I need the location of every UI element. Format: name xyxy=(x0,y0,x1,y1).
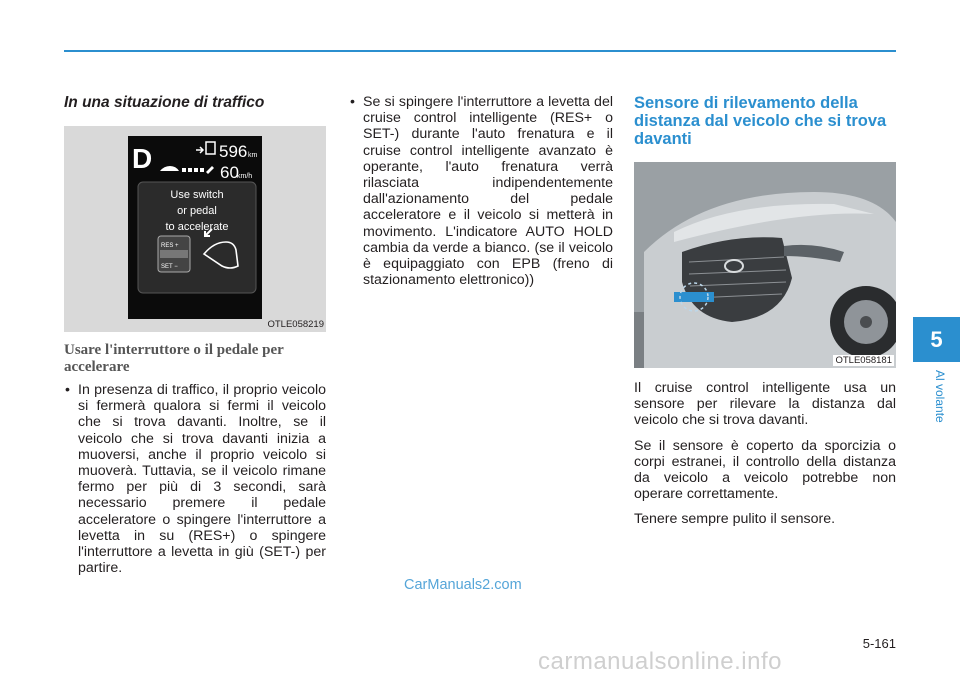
range-unit: km xyxy=(248,152,258,159)
speed-unit: km/h xyxy=(237,173,253,180)
footer-watermark: carmanualsonline.info xyxy=(538,648,782,675)
top-rule xyxy=(64,50,896,52)
column-middle xyxy=(349,94,613,288)
res-switch-label: RES + xyxy=(161,243,179,249)
set-switch-label: SET − xyxy=(161,264,178,270)
cluster-message-line1: Use switch xyxy=(170,189,224,201)
figure-code: OTLE058181 xyxy=(835,355,892,366)
cluster-figure xyxy=(64,126,326,332)
watermark-link[interactable]: CarManuals2.com xyxy=(404,577,522,593)
column-left xyxy=(64,94,326,576)
gear-indicator: D xyxy=(132,143,153,174)
section-subheading: In una situazione di traffico xyxy=(64,94,265,111)
cluster-message-line2: or pedal xyxy=(177,205,217,217)
car-sensor-figure xyxy=(634,162,896,368)
page-number: 5-161 xyxy=(862,636,896,651)
cluster-message-line3: to accelerate xyxy=(165,221,229,233)
paragraph-sensor-dirt: Se il sensore è coperto da sporcizia o corpi estranei, il controllo della distanza da veicolo a veicolo potrebbe non operare correttamente. xyxy=(634,437,896,503)
chapter-side-label: Al volante xyxy=(933,370,947,423)
paragraph-sensor-use: Il cruise control intelligente usa un sensore per rilevare la distanza dal veicolo che si trova davanti. xyxy=(634,380,896,429)
bullet-auto-brake: • Se si spingere l'interruttore a levetta del cruise control intelligente (RES+ o SET-) durante l'auto frenatura e il cruise control intelligente avanzato è operante, l'auto frenatura verrà rilasciata indipendentemente dall'azionamento del pedale acceleratore e il veicolo si metterà in movimento. L'indicatore AUTO HOLD cambia da verde a bianco. (se il veicolo è equipaggiato con EPB (freno di stazionamento elettronico)) xyxy=(349,94,613,288)
car-front-illustration xyxy=(634,162,896,368)
paragraph-sensor-clean: Tenere sempre pulito il sensore. xyxy=(634,511,836,528)
range-value: 596 xyxy=(219,142,248,161)
section-heading-sensor: Sensore di rilevamento della distanza dal veicolo che si trova davanti xyxy=(634,94,887,148)
figure-code: OTLE058219 xyxy=(267,319,324,330)
speed-value: 60 xyxy=(220,163,239,182)
cluster-display-illustration xyxy=(64,126,326,332)
chapter-tab[interactable]: 5 xyxy=(913,317,960,362)
subheading-accelerate: Usare l'interruttore o il pedale per accelerare xyxy=(64,342,284,375)
column-right xyxy=(634,94,896,537)
bullet-traffic: • In presenza di traffico, il proprio veicolo si fermerà qualora si fermi il veicolo che si trova davanti. Inoltre, se il veicolo che si trova davanti inizia a muoversi, anche il proprio veicolo si muoverà. Tuttavia, se il veicolo rimane fermo per più di 3 secondi, sarà necessario premere il pedale acceleratore o spingere l'interruttore a levetta in su (RES+) o spingere l'interruttore a levetta in giù (SET-) per partire. xyxy=(64,382,326,576)
